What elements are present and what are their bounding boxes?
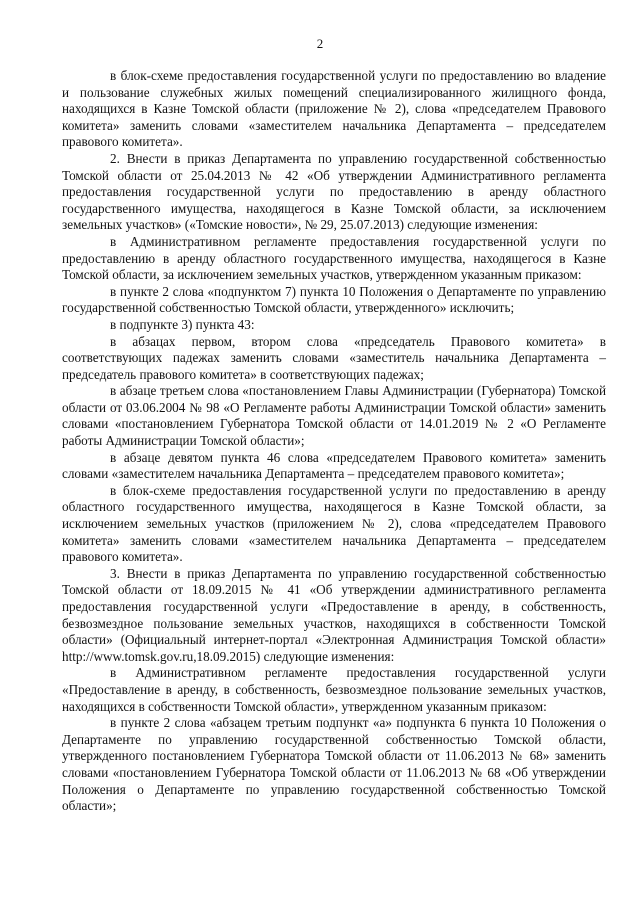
paragraph-6: в абзацах первом, втором слова «председатель Правового комитета» в соответствующих падежах заменить словами «заместитель начальника Департамента – председатель правового комитета» в соответствующих падежах; <box>62 333 606 382</box>
paragraph-4: в пункте 2 слова «подпунктом 7) пункта 10 Положения о Департаменте по управлению государственной собственностью Томской области, утвержденного» исключить; <box>62 283 606 316</box>
document-body <box>62 68 606 815</box>
paragraph-3: в Административном регламенте предоставления государственной услуги по предоставлению в аренду областного государственного имущества, находящегося в Казне Томской области, за исключением земельных участков, утвержденном указанным приказом: <box>62 233 606 283</box>
paragraph-10: 3. Внести в приказ Департамента по управлению государственной собственностью Томской области от 18.09.2015 № 41 «Об утверждении административного регламента предоставления государственной услуги «Предоставление в аренду, в собственность, безвозмездное пользование земельных участков, находящихся в собственности Томской области» (Официальный интернет-портал «Электронная Администрация Томской области» http://www.tomsk.gov.ru,18.09.2015) следующие изменения: <box>62 565 606 664</box>
page-number: 2 <box>316 36 324 51</box>
paragraph-11: в Административном регламенте предоставления государственной услуги «Предоставление в аренду, в собственность, безвозмездное пользование земельных участков, находящихся в собственности Томской области», утвержденном указанным приказом: <box>62 665 606 714</box>
paragraph-7: в абзаце третьем слова «постановлением Главы Администрации (Губернатора) Томской области от 03.06.2004 № 98 «О Регламенте работы Администрации Томской области» заменить словами «постановлением Губернатора Томской области от 14.01.2019 № 2 «О Регламенте работы Администрации Томской области»; <box>62 383 606 449</box>
paragraph-12: в пункте 2 слова «абзацем третьим подпункт «а» подпункта 6 пункта 10 Положения о Департаменте по управлению государственной собственностью Томской области, утвержденного постановлением Губернатора Томской области от 11.06.2013 № 68» заменить словами «постановлением Губернатора Томской области от 11.06.2013 № 68 «Об утверждении Положения о Департаменте по управлению государственной собственностью Томской области»; <box>62 715 606 814</box>
paragraph-9: в блок-схеме предоставления государственной услуги по предоставлению в аренду областного государственного имущества, находящегося в Казне Томской области, за исключением земельных участков (приложением № 2), слова «председателем Правового комитета» заменить словами «заместителем начальника Департамента – председателем правового комитета». <box>62 482 606 565</box>
paragraph-5: в подпункте 3) пункта 43: <box>110 316 255 332</box>
paragraph-1: в блок-схеме предоставления государственной услуги по предоставлению во владение и пользование служебных жилых помещений специализированного жилищного фонда, находящихся в Казне Томской области (приложение № 2), слова «председателем Правового комитета» заменить словами «заместителем начальника Департамента – председателем правового комитета». <box>62 68 606 150</box>
paragraph-2: 2. Внести в приказ Департамента по управлению государственной собственностью Томской области от 25.04.2013 № 42 «Об утверждении Административного регламента предоставления государственной услуги по предоставлению в аренду областного государственного имущества, находящегося в Казне Томской области, за исключением земельных участков» («Томские новости», № 29, 25.07.2013) следующие изменения: <box>62 150 606 233</box>
paragraph-8: в абзаце девятом пункта 46 слова «председателем Правового комитета» заменить словами «заместителем начальника Департамента – председателем правового комитета»; <box>62 449 606 482</box>
